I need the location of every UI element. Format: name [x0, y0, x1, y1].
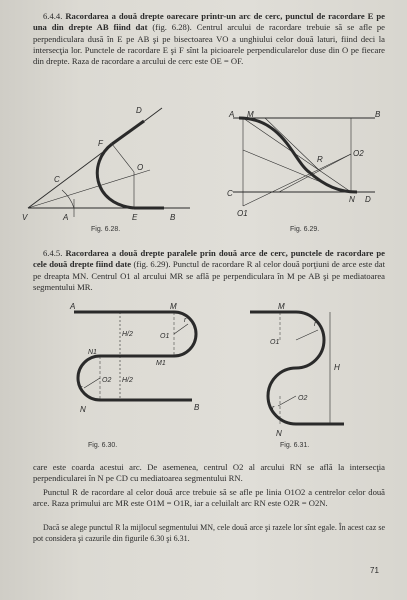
- label-r: R: [317, 155, 323, 164]
- label-h2-upper: H/2: [122, 331, 133, 338]
- label-h: H: [334, 363, 340, 372]
- label-n: N: [80, 405, 86, 414]
- lower-arc: [268, 368, 296, 424]
- label-m1: M1: [156, 360, 166, 367]
- caption-fig-6-28: Fig. 6.28.: [91, 226, 121, 233]
- radius-1: [174, 324, 188, 334]
- label-o1: O1: [160, 333, 170, 340]
- radius-1: [296, 330, 318, 340]
- radius-2: [278, 396, 296, 406]
- figure-6-31: [240, 302, 360, 442]
- label-r-upper: r: [184, 317, 187, 324]
- label-a: A: [70, 302, 76, 311]
- figure-6-29: [225, 110, 385, 220]
- paragraph-3: Punctul R de racordare al celor două arce trebuie să se afle pe linia O1O2 a centrelor celor două arce. Raza primului arc MR este O1M = O1R, iar a celuilalt arc RN este O2R = O2N.: [33, 487, 385, 509]
- bisector-vo: [28, 170, 150, 208]
- continuation-text: care este coarda acestui arc. De asemenea, centrul O2 al arcului RN se află la intersecţia perpendicularei în N pe CD cu mediatoarea segmentului RN.: [33, 462, 385, 484]
- section-6-4-4-text: [33, 11, 385, 67]
- section-body: (fig. 6.29). Punctul de racordare R al celor două porţiuni de arce este dat pe dreapta MN. Centrul O1 al arcului MR se află pe perpendiculara în M pe AB şi pe mediatoarea segmentului MR.: [33, 259, 385, 292]
- label-e: E: [132, 213, 138, 222]
- section-title: Racordarea a două drepte paralele prin două arce de cerc, punctele de racordare pe cele două drepte fiind date: [33, 248, 385, 270]
- label-r-lower: r: [272, 405, 275, 412]
- label-b: B: [194, 403, 200, 412]
- caption-fig-6-31: Fig. 6.31.: [280, 442, 310, 449]
- label-h2-lower: H/2: [122, 377, 133, 384]
- lower-arc: [78, 356, 100, 400]
- section-body: (fig. 6.28). Centrul arcului de racordare trebuie să se afle pe perpendiculara dusă în E pe AB şi pe bisectoarea VO a unghiului celor două laturi, fiind deci la intersecţia lor. Punctele de racordare E şi F sînt la picioarele perpendicularelor duse din O pe fiecare din drepte. Raza de racordare a arcului de cerc este OE = OF.: [33, 22, 385, 67]
- label-c: C: [227, 189, 233, 198]
- s-curve: [239, 118, 357, 192]
- label-c: C: [54, 175, 60, 184]
- label-r-lower: r: [80, 385, 83, 392]
- upper-arc: [296, 312, 324, 368]
- caption-fig-6-29: Fig. 6.29.: [290, 226, 320, 233]
- label-a: A: [229, 110, 235, 119]
- label-v: V: [22, 213, 28, 222]
- page-number: 71: [370, 566, 379, 575]
- label-n: N: [349, 195, 355, 204]
- label-m: M: [278, 302, 285, 311]
- label-m: M: [170, 302, 177, 311]
- label-d: D: [136, 106, 142, 115]
- section-title: Racordarea a două drepte oarecare printr-un arc de cerc, punctul de racordare E pe una din drepte AB fiind dat: [33, 11, 385, 33]
- section-6-4-5-text: [33, 248, 385, 293]
- label-o2: O2: [102, 377, 112, 384]
- label-o2: O2: [298, 395, 308, 402]
- mediator-2: [279, 154, 351, 192]
- section-number: 6.4.4.: [43, 11, 63, 21]
- label-d: D: [365, 195, 371, 204]
- thick-segment-fd: [112, 121, 144, 144]
- label-b: B: [375, 110, 381, 119]
- label-o1: O1: [270, 339, 280, 346]
- label-o1: O1: [237, 209, 248, 218]
- label-b: B: [170, 213, 176, 222]
- section-number: 6.4.5.: [43, 248, 63, 258]
- label-n1: N1: [88, 349, 97, 356]
- radius-2: [84, 378, 100, 388]
- perpendicular-of: [112, 144, 134, 172]
- label-n: N: [276, 429, 282, 438]
- angle-arc: [62, 190, 74, 208]
- paragraph-4: Dacă se alege punctul R la mijlocul segmentului MN, cele două arce şi razele lor sînt egale. În acest caz se pot considera şi cazurile din figurile 6.30 şi 6.31.: [33, 523, 385, 543]
- label-m: M: [247, 110, 254, 119]
- label-f: F: [98, 139, 103, 148]
- label-o: O: [137, 163, 144, 172]
- connecting-arc: [97, 144, 134, 208]
- line-o1o2: [243, 154, 351, 206]
- label-a: A: [63, 213, 69, 222]
- figure-6-30: [60, 302, 230, 442]
- label-r-upper: r: [314, 321, 317, 328]
- label-o2: O2: [353, 149, 364, 158]
- figure-6-28: [22, 104, 222, 234]
- caption-fig-6-30: Fig. 6.30.: [88, 442, 118, 449]
- segment-mn: [243, 118, 351, 192]
